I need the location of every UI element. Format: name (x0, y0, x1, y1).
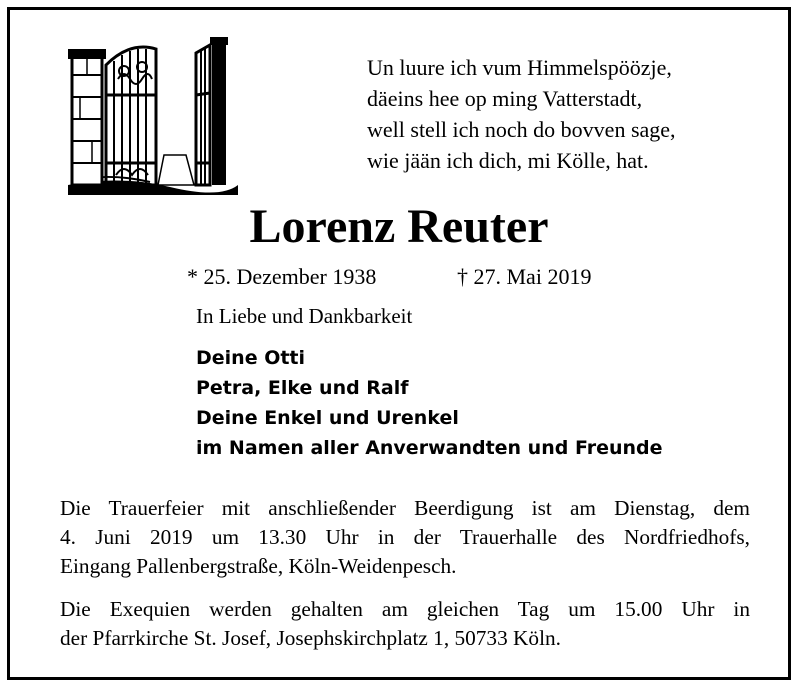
mourner-entry: Petra, Elke und Ralf (196, 377, 409, 399)
death-date: † 27. Mai 2019 (457, 264, 592, 289)
funeral-info-line: Eingang Pallenbergstraße, Köln-Weidenpesch. (60, 554, 457, 578)
funeral-info (60, 494, 750, 581)
birth-date: * 25. Dezember 1938 (187, 264, 377, 289)
mourner-entry: Deine Otti (196, 347, 306, 369)
cemetery-gate-icon (60, 35, 240, 195)
funeral-info-line: 4. Juni 2019 um 13.30 Uhr in der Trauerhalle des Nordfriedhofs, (60, 525, 750, 549)
mourners-list (196, 343, 663, 463)
verse-line: well stell ich noch do bovven sage, (367, 117, 676, 142)
exequies-info (60, 595, 750, 653)
deceased-name: Lorenz Reuter (249, 200, 549, 253)
funeral-info-line: Die Trauerfeier mit anschließender Beerdigung ist am Dienstag, dem (60, 496, 750, 520)
verse-line: Un luure ich vum Himmelspöözje, (367, 55, 672, 80)
exequies-info-line: der Pfarrkirche St. Josef, Josephskirchplatz 1, 50733 Köln. (60, 626, 561, 650)
obituary-notice (7, 7, 791, 680)
mourner-entry: Deine Enkel und Urenkel (196, 407, 459, 429)
verse (367, 52, 676, 176)
verse-line: wie jään ich dich, mi Kölle, hat. (367, 148, 649, 173)
dedication: In Liebe und Dankbarkeit (196, 304, 413, 328)
verse-line: däeins hee op ming Vatterstadt, (367, 86, 643, 111)
mourner-entry: im Namen aller Anverwandten und Freunde (196, 437, 663, 459)
exequies-info-line: Die Exequien werden gehalten am gleichen Tag um 15.00 Uhr in (60, 597, 750, 621)
